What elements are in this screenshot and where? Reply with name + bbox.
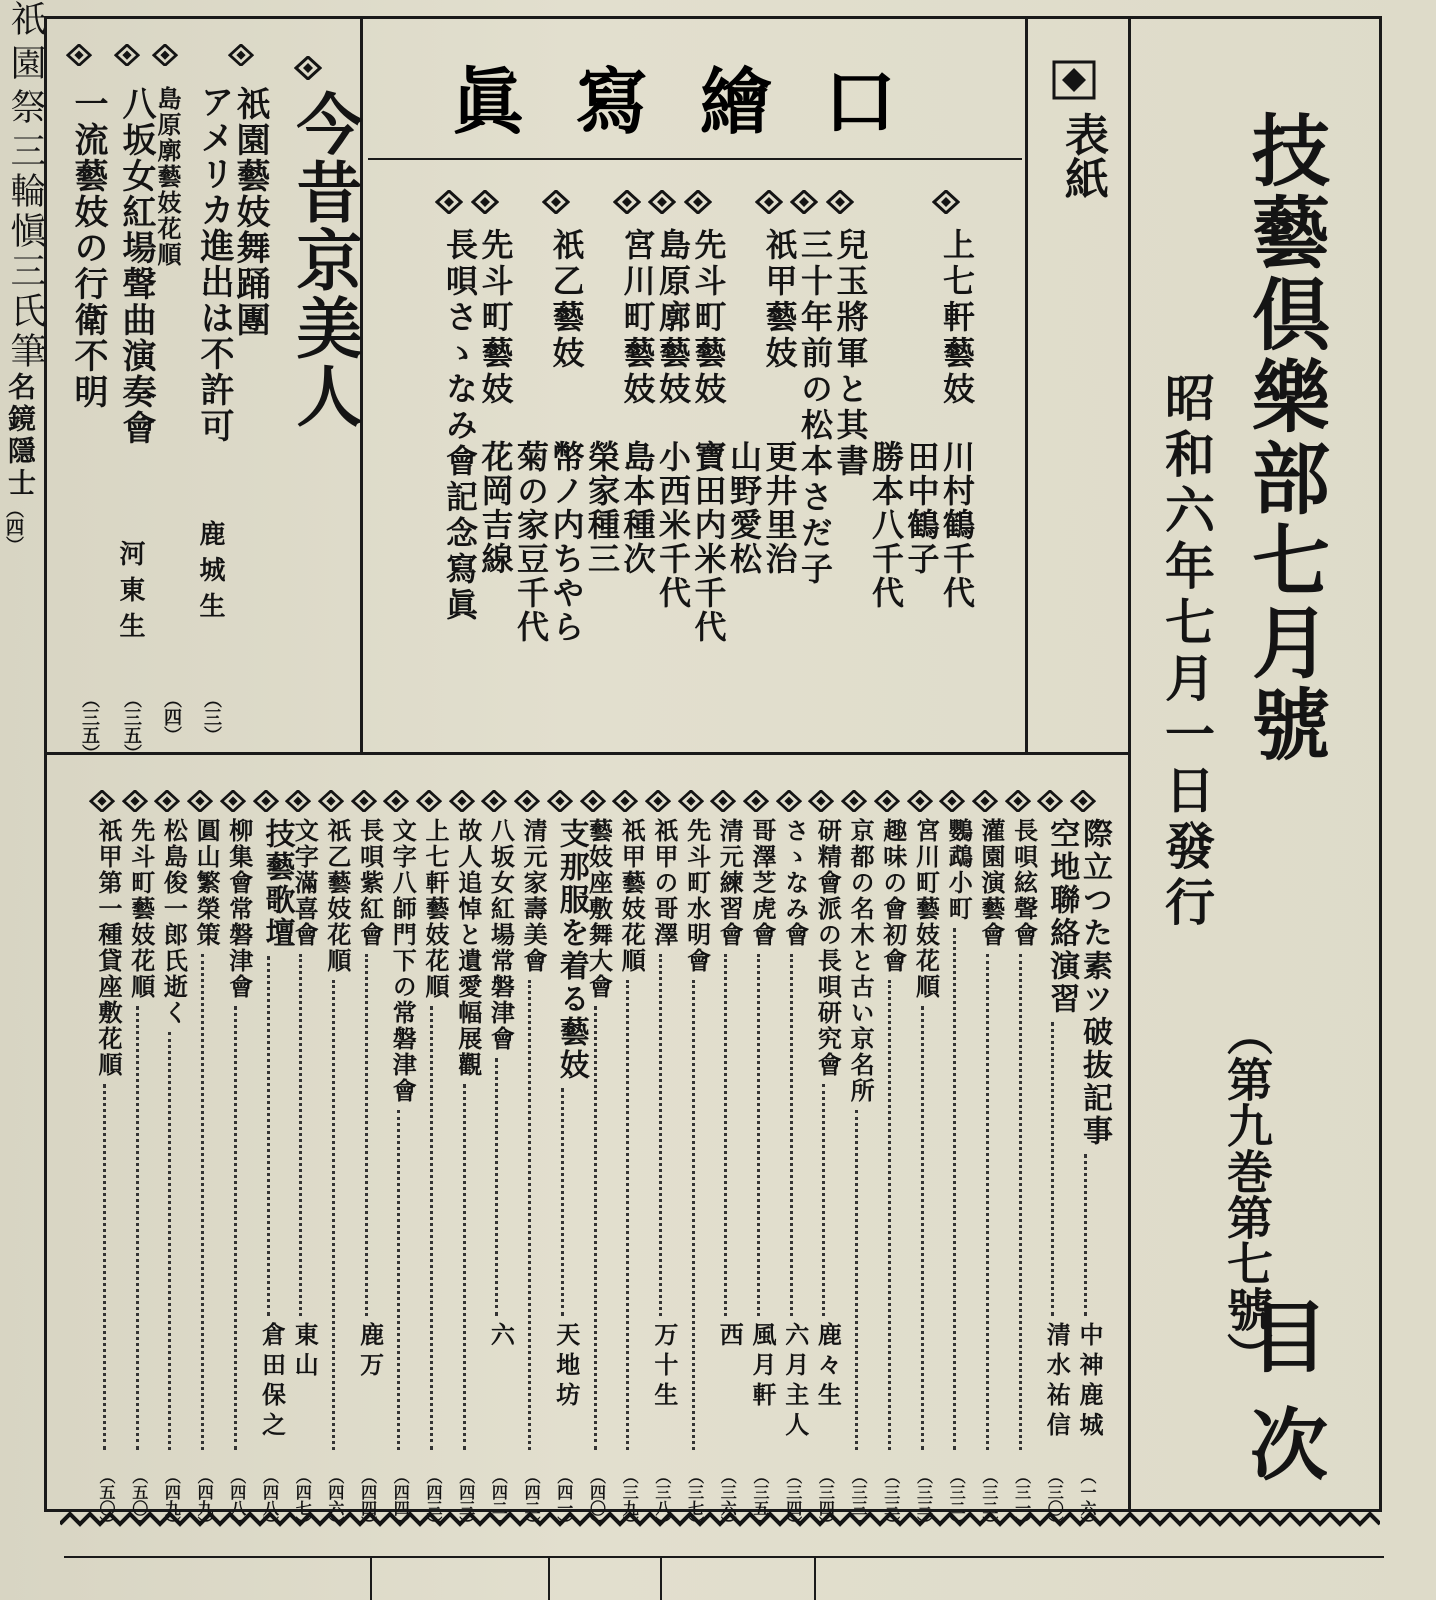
toc-entry-page: （四七） <box>293 1468 313 1532</box>
toc-entry-page: （三三） <box>849 1468 869 1532</box>
diamond-ornament-icon <box>294 56 322 80</box>
feature-author: 名鏡隱士 <box>4 372 37 500</box>
diamond-ornament-icon <box>542 190 570 214</box>
leader-dots <box>463 1084 466 1450</box>
diamond-ornament-icon <box>449 790 475 812</box>
toc-entry-author: 鹿々生 <box>813 1322 842 1412</box>
diamond-ornament-icon <box>612 790 638 812</box>
diamond-ornament-icon <box>89 790 115 812</box>
leader-dots <box>594 1006 597 1450</box>
diamond-ornament-icon <box>755 190 783 214</box>
toc-entry-page: （三九） <box>620 1468 640 1532</box>
toc-entry-title: 京都の名木と古い京名所 <box>846 818 875 1104</box>
leader-dots <box>267 956 270 1316</box>
toc-entry-page: （五〇） <box>97 1468 116 1532</box>
kuchie-subject: 先斗町藝妓 <box>689 228 728 408</box>
toc-entry-title: 祇甲藝妓花順 <box>617 818 646 974</box>
toc-entry-page: （三〇） <box>1045 1468 1065 1532</box>
bottom-tick <box>814 1556 816 1600</box>
diamond-ornament-icon <box>351 790 377 812</box>
leader-dots <box>692 980 695 1450</box>
toc-entry-author: 六 <box>486 1322 515 1352</box>
left-article-title: 島原廓藝妓花順 <box>153 86 181 268</box>
diamond-ornament-icon <box>684 190 712 214</box>
leader-dots <box>724 954 727 1316</box>
toc-entry-page: （四二） <box>489 1468 509 1532</box>
leader-dots <box>626 980 629 1450</box>
leader-dots <box>299 954 302 1316</box>
toc-entry-page: （四一） <box>554 1468 574 1532</box>
diamond-ornament-icon <box>743 790 769 812</box>
kuchie-name: 花岡吉線 <box>476 440 515 576</box>
leader-dots <box>201 954 204 1450</box>
feature-page: （四） <box>3 500 24 554</box>
toc-entry-page: （四四） <box>391 1468 411 1532</box>
leader-dots <box>888 980 891 1450</box>
leader-dots <box>757 954 760 1316</box>
leader-dots <box>528 980 531 1450</box>
left-article-page: （三五） <box>79 690 100 762</box>
leader-dots <box>953 928 956 1450</box>
leader-dots <box>397 1110 400 1450</box>
toc-entry-page: （四九） <box>195 1468 215 1532</box>
kuchie-subject: 兒玉將軍と其書 <box>831 228 870 480</box>
diamond-ornament-icon <box>939 790 965 812</box>
toc-entry-page: （四六） <box>325 1468 345 1532</box>
left-article-page: （四） <box>161 690 182 744</box>
diamond-ornament-icon <box>907 790 933 812</box>
magazine-title: 技藝倶樂部七月號 <box>1239 110 1329 766</box>
leader-dots <box>561 1088 564 1316</box>
toc-entry-title: 祇甲第一種貸座敷花順 <box>94 818 122 1078</box>
diamond-ornament-icon <box>790 190 818 214</box>
diamond-ornament-icon <box>481 790 507 812</box>
kuchie-subject: 三十年前の松本さだ子 <box>796 228 834 588</box>
toc-entry-page: （三八） <box>652 1468 672 1532</box>
leader-dots <box>790 954 793 1316</box>
kuchie-name: 寶田内米千代 <box>689 440 728 644</box>
diamond-ornament-icon <box>318 790 344 812</box>
wavy-rule <box>60 1510 1380 1538</box>
diamond-ornament-icon <box>972 790 998 812</box>
diamond-ornament-icon <box>435 190 463 214</box>
toc-entry-title: 長唄紫紅會 <box>355 818 384 948</box>
toc-entry-title: 先斗町藝妓花順 <box>126 818 155 1000</box>
leader-dots <box>822 1084 825 1316</box>
toc-entry-title: 清元家壽美會 <box>519 818 548 974</box>
diamond-ornament-icon <box>613 190 641 214</box>
feature-title: 今昔京美人 <box>285 90 362 430</box>
kuchie-header-rule <box>368 158 1022 160</box>
toc-entry-title: 故人追悼と遺愛幅展觀 <box>453 818 482 1078</box>
diamond-ornament-icon <box>874 790 900 812</box>
toc-entry-page: （一六） <box>1078 1468 1097 1532</box>
diamond-ornament-icon <box>932 190 960 214</box>
diamond-ornament-icon <box>645 790 671 812</box>
toc-entry-page: （三四） <box>816 1468 836 1532</box>
leader-dots <box>986 954 989 1450</box>
masthead-divider <box>1128 16 1131 1512</box>
toc-entry-title: 圓山繁榮策 <box>192 818 221 948</box>
toc-entry-author: 万十生 <box>649 1322 678 1412</box>
left-article-title: 八坂女紅場聲曲演奏會 <box>116 86 156 446</box>
toc-entry-page: （三三） <box>881 1468 901 1532</box>
toc-entry-title: さゝなみ會 <box>780 818 809 948</box>
left-article-title: 祇園藝妓舞踊團 <box>230 86 270 338</box>
toc-entry-page: （三一） <box>1012 1468 1032 1532</box>
kuchie-name: 小西米千代 <box>654 440 692 610</box>
diamond-ornament-icon <box>1052 60 1096 100</box>
diamond-ornament-icon <box>152 44 178 66</box>
toc-entry-author: 西 <box>715 1322 744 1352</box>
toc-entry-page: （五〇） <box>129 1468 149 1532</box>
diamond-ornament-icon <box>471 190 499 214</box>
diamond-ornament-icon <box>187 790 213 812</box>
diamond-ornament-icon <box>220 790 246 812</box>
toc-entry-author: 天地坊 <box>551 1322 580 1412</box>
toc-entry-title: 空地聯絡演習 <box>1044 818 1080 1016</box>
diamond-ornament-icon <box>66 44 92 66</box>
kuchie-subject: 長唄さゝなみ會記念寫眞 <box>441 228 479 624</box>
diamond-ornament-icon <box>122 790 148 812</box>
toc-entry-page: （四八） <box>260 1468 280 1532</box>
toc-entry-title: 宮川町藝妓花順 <box>911 818 940 1000</box>
toc-entry-title: 際立つた素ツ破抜記事 <box>1077 818 1112 1148</box>
cover-artist: 三輪愼三氏筆 <box>5 132 46 372</box>
diamond-ornament-icon <box>710 790 736 812</box>
leader-dots <box>168 1032 171 1450</box>
toc-entry-page: （四三） <box>456 1468 476 1532</box>
kuchie-subject: 祇乙藝妓 <box>547 228 586 372</box>
diamond-ornament-icon <box>154 790 180 812</box>
toc-entry-page: （四九） <box>162 1468 182 1532</box>
toc-entry-author: 倉田保之 <box>257 1322 286 1442</box>
left-article-author: 河東生 <box>115 540 145 648</box>
toc-entry-title: 哥澤芝虎會 <box>748 818 776 948</box>
kuchie-name: 榮家種三 <box>583 440 621 576</box>
leader-dots <box>136 1006 139 1450</box>
cover-subject: 祇園祭 <box>5 0 46 132</box>
bottom-tick <box>370 1556 372 1600</box>
diamond-ornament-icon <box>776 790 802 812</box>
toc-entry-page: （三二） <box>979 1468 999 1532</box>
volume-number: （第九巻第七號） <box>1220 1010 1274 1378</box>
publication-date: 昭和六年七月一日發行 <box>1157 372 1215 932</box>
toc-entry-title: 清元練習會 <box>715 818 744 948</box>
toc-entry-title: 技藝歌壇 <box>259 818 295 950</box>
leader-dots <box>430 1006 433 1450</box>
toc-entry-page: （三二） <box>947 1468 967 1532</box>
leader-dots <box>1019 954 1022 1450</box>
toc-entry-author: 六月主人 <box>780 1322 809 1442</box>
leader-dots <box>921 1006 924 1450</box>
diamond-ornament-icon <box>383 790 409 812</box>
diamond-ornament-icon <box>808 790 834 812</box>
kuchie-name: 幣ノ内ちやら <box>547 440 586 644</box>
diamond-ornament-icon <box>826 190 854 214</box>
toc-entry-title: 祇乙藝妓花順 <box>322 818 351 974</box>
kuchie-name: 菊の家豆千代 <box>512 440 550 644</box>
toc-entry-title: 研精會派の長唄研究會 <box>813 818 842 1078</box>
toc-entry-title: 八坂女紅場常磐津會 <box>486 818 515 1052</box>
toc-entry-page: （三六） <box>718 1468 738 1532</box>
toc-entry-title: 松島俊一郎氏逝く <box>159 818 188 1026</box>
leader-dots <box>103 1084 106 1450</box>
toc-entry-title: 藝妓座敷舞大會 <box>584 818 613 1000</box>
diamond-ornament-icon <box>648 190 676 214</box>
kuchie-subject: 先斗町藝妓 <box>476 228 515 408</box>
diamond-ornament-icon <box>253 790 279 812</box>
leader-dots <box>1084 1154 1087 1316</box>
toc-entry-page: （四四） <box>358 1468 378 1532</box>
diamond-ornament-icon <box>285 790 311 812</box>
leader-dots <box>1051 1022 1054 1316</box>
kuchie-subject: 上七軒藝妓 <box>938 228 976 408</box>
toc-entry-title: 支那服を着る藝妓 <box>553 818 589 1082</box>
toc-entry-page: （三三） <box>914 1468 934 1532</box>
kuchie-subject: 島原廓藝妓 <box>654 228 692 408</box>
bottom-tick <box>548 1556 550 1600</box>
toc-entry-title: 長唄絃聲會 <box>1009 818 1038 948</box>
leader-dots <box>495 1058 498 1316</box>
kuchie-header: 口繪寫眞 <box>451 60 948 144</box>
cover-label: 表紙 <box>1057 112 1108 200</box>
toc-heading: 目次 <box>1237 1296 1327 1512</box>
toc-entry-page: （三五） <box>751 1468 770 1532</box>
diamond-ornament-icon <box>547 790 573 812</box>
kuchie-subject: 祇甲藝妓 <box>760 228 799 372</box>
toc-entry-page: （三七） <box>685 1468 705 1532</box>
toc-entry-page: （四二） <box>522 1468 542 1532</box>
toc-entry-title: 柳集會常磐津會 <box>224 818 253 1000</box>
kuchie-name: 田中鶴子 <box>902 440 941 576</box>
leader-dots <box>855 1110 858 1450</box>
bottom-tick <box>660 1556 662 1600</box>
toc-entry-author: 東山 <box>290 1322 319 1382</box>
toc-entry-author: 中神鹿城 <box>1075 1322 1103 1442</box>
diamond-ornament-icon <box>580 790 606 812</box>
leader-dots <box>234 1006 237 1450</box>
diamond-ornament-icon <box>841 790 867 812</box>
diamond-ornament-icon <box>1005 790 1031 812</box>
diamond-ornament-icon <box>228 44 254 66</box>
diamond-ornament-icon <box>1070 790 1096 812</box>
left-article-page: （三） <box>201 690 222 744</box>
toc-entry-title: 趣味の會初會 <box>878 818 907 974</box>
leader-dots <box>332 980 335 1450</box>
toc-entry-author: 清水祐信 <box>1042 1322 1071 1442</box>
toc-entry-page: （三四） <box>783 1468 803 1532</box>
left-article-subtitle: アメリカ進出は不許可 <box>194 84 234 444</box>
left-article-title: 一流藝妓の行衛不明 <box>68 86 108 410</box>
leader-dots <box>659 954 662 1316</box>
toc-entry-page: （四〇） <box>587 1468 607 1532</box>
kuchie-name: 山野愛松 <box>725 440 763 576</box>
diamond-ornament-icon <box>514 790 540 812</box>
diamond-ornament-icon <box>114 44 140 66</box>
leader-dots <box>365 954 368 1316</box>
left-article-page: （三五） <box>121 690 142 762</box>
toc-entry-author: 鹿万 <box>355 1322 384 1382</box>
toc-entry-page: （四三） <box>424 1468 443 1532</box>
toc-entry-author: 風月軒 <box>748 1322 776 1412</box>
diamond-ornament-icon <box>1037 790 1063 812</box>
toc-entry-title: 灌園演藝會 <box>976 818 1005 948</box>
toc-entry-title: 上七軒藝妓花順 <box>421 818 449 1000</box>
diamond-ornament-icon <box>416 790 442 812</box>
section-divider <box>44 752 1130 755</box>
toc-entry-title: 祇甲の哥澤 <box>649 818 678 948</box>
diamond-ornament-icon <box>678 790 704 812</box>
left-article-author: 鹿城生 <box>195 520 225 628</box>
kuchie-name: 川村鶴千代 <box>938 440 976 610</box>
kuchie-name: 勝本八千代 <box>867 440 905 610</box>
toc-entry-title: 鸚鵡小町 <box>944 818 973 922</box>
toc-entry-page: （四八） <box>227 1468 247 1532</box>
bottom-rule <box>64 1556 1384 1558</box>
toc-entry-title: 先斗町水明會 <box>682 818 711 974</box>
kuchie-name: 島本種次 <box>618 440 657 576</box>
toc-entry-title: 文字滿喜會 <box>290 818 319 948</box>
kuchie-name: 更井里治 <box>760 440 799 576</box>
toc-entry-title: 文字八師門下の常磐津會 <box>388 818 417 1104</box>
kuchie-subject: 宮川町藝妓 <box>618 228 657 408</box>
